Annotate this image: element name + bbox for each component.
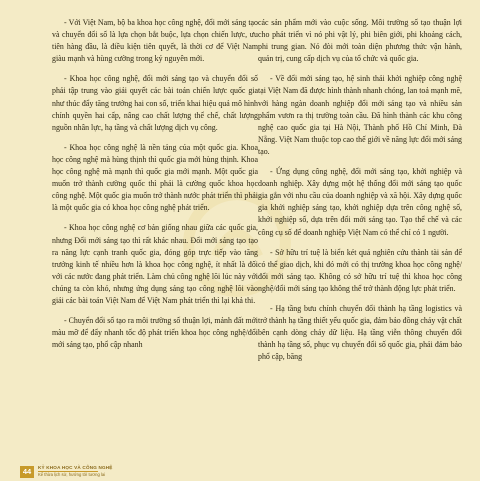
left-text-column xyxy=(52,17,258,359)
paragraph: - Khoa học công nghệ cơ bản giống nhau giữa các quốc gia, nhưng Đổi mới sáng tạo thì rất khác nhau. Đổi mới sáng tạo tạo ra năng lực cạnh tranh quốc gia, đóng góp trực tiếp vào tăng trưởng kinh tế nhiều hơn là khoa học công nghệ, ít nhất là đối với các nước đang phát triển. Làm chủ công nghệ lõi lúc này với chúng ta còn khó, nhưng ứng dụng sáng tạo công nghệ lõi vào giải các bài toán Việt Nam để Việt Nam phát triển thì lại khả thi. xyxy=(52,223,258,305)
paragraph: - Khoa học công nghệ, đổi mới sáng tạo và chuyển đổi số phải tập trung vào giải quyết các bài toán chiến lược quốc gia như thúc đẩy tăng trưởng hai con số, triển khai hiệu quả mô hình chính quyền hai cấp, nâng cao chất lượng thể chế, chất lượng nguồn nhân lực, hạ tầng và chất lượng dịch vụ công. xyxy=(52,74,258,132)
footer-title: KỶ KHOA HỌC VÀ CÔNG NGHỆ xyxy=(38,465,113,470)
paragraph: - Sở hữu trí tuệ là biển két quả nghiên cứu thành tài sản để có thể giao dịch, khi đó mới có thị trường khoa học công nghệ/đổi mới sáng tạo. Không có sở hữu trí tuệ thì khoa học công nghệ/đổi mới sáng tạo không thể trở thành động lực phát triển. xyxy=(258,247,462,293)
footer-divider xyxy=(38,471,98,472)
paragraph: - Ứng dụng công nghệ, đổi mới sáng tạo, khởi nghiệp và doanh nghiệp. Xây dựng một hệ thống đổi mới sáng tạo quốc gia gắn với nhu cầu của doanh nghiệp và xã hội. Xây dựng quốc gia khởi nghiệp sáng tạo, khởi nghiệp dựa trên công nghệ số, khởi nghiệp số, dựa trên đổi mới sáng tạo. Tạo thể chế và các công cụ số để doanh nghiệp Việt Nam có thể chỉ có 1 người. xyxy=(258,167,462,237)
paragraph: - Chuyển đổi số tạo ra môi trường số thuận lợi, mảnh đất mới màu mỡ để đẩy nhanh tốc độ phát triển khoa học công nghệ/đổi mới sáng tạo, phổ cập nhanh xyxy=(52,316,258,350)
paragraph: - Về đổi mới sáng tạo, hệ sinh thái khởi nghiệp công nghệ tại Việt Nam đã được hình thành nhanh chóng, lan toả mạnh mẽ, với hàng ngàn doanh nghiệp đổi mới sáng tạo và nhiều sản phẩm vươn ra thị trường toàn cầu. Đã hình thành các khu công nghệ cao quốc gia tại Hà Nội, Thành phố Hồ Chí Minh, Đà Nẵng. Việt Nam thuộc top cao thế giới về năng lực đổi mới sáng tạo. xyxy=(258,74,462,156)
paragraph: - Khoa học công nghệ là nền tảng của một quốc gia. Khoa học công nghệ mà hùng thịnh thì quốc gia mới hùng thịnh. Khoa học công nghệ mà mạnh thì quốc gia mới mạnh. Một quốc gia muốn trở thành cường quốc thì phải là cường quốc khoa học công nghệ. Một quốc gia muốn trở thành nước phát triển thì phải là một quốc gia có khoa học công nghệ phát triển. xyxy=(52,142,258,213)
footer-subtitle: Kể thừa lịch sử, hướng tới tương lai xyxy=(38,472,106,477)
right-text-column xyxy=(258,17,462,371)
paragraph: các sản phẩm mới vào cuộc sống. Môi trường số tạo thuận lợi cho phát triển vì nó phi vật lý, phi biên giới, phi khoảng cách, phi trung gian. Nó đòi mới toàn diện phương thức vận hành, quản trị, cung cấp dịch vụ của tổ chức và quốc gia. xyxy=(258,18,462,64)
paragraph: - Với Việt Nam, bộ ba khoa học công nghệ, đổi mới sáng tạo và chuyển đổi số là lựa chọn bắt buộc, lựa chọn chiến lược, ưu tiên hàng đầu, là điều kiện tiên quyết, là thời cơ để Việt Nam giàu mạnh và hùng cường trong kỷ nguyên mới. xyxy=(52,18,258,64)
paragraph: - Hạ tầng bưu chính chuyển đổi thành hạ tầng logistics và trở thành hạ tầng thiết yếu quốc gia, đảm bảo đồng chảy vật chất bên cạnh dòng chảy dữ liệu. Hạ tầng viễn thông chuyển đổi thành hạ tầng số, phục vụ chuyển đổi số quốc gia, phải đảm bảo phổ cập, băng xyxy=(258,303,463,362)
page-number: 44 xyxy=(20,466,34,478)
